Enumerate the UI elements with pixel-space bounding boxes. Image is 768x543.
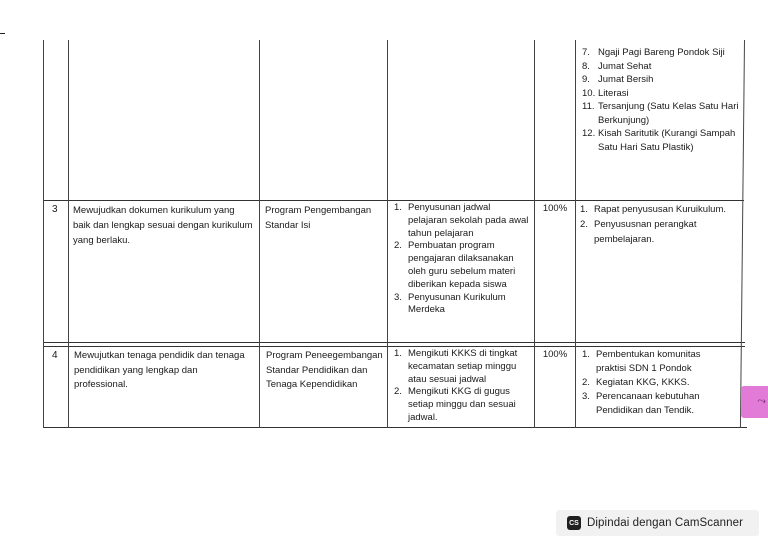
row4-indicator-list bbox=[394, 348, 529, 425]
camscanner-watermark bbox=[556, 510, 759, 536]
row4-number: 4 bbox=[52, 350, 58, 361]
list-item: 9. Jumat Bersih bbox=[582, 74, 654, 85]
tab-arrow-icon: ⤳ bbox=[757, 395, 766, 407]
row4-goal: Mewujutkan tenaga pendidik dan tenaga pendidikan yang lengkap dan professional. bbox=[74, 350, 245, 390]
table-line-table-bottom bbox=[43, 427, 747, 428]
row3-number: 3 bbox=[52, 204, 58, 215]
list-item: 12. Kisah Saritutik (Kurangi Sampah Satu Hari Satu Plastik) bbox=[582, 128, 736, 153]
row4-program: Program Peneegembangan Standar Pendidikan dan Tenaga Kependidikan bbox=[266, 350, 383, 390]
list-item: 1. Rapat penyususan Kuruikulum. bbox=[580, 204, 727, 215]
table-line-row4-top bbox=[43, 346, 745, 347]
list-item: 1. Pembentukan komunitas praktisi SDN 1 Pondok bbox=[582, 349, 701, 374]
table-col-line-3 bbox=[387, 40, 388, 428]
table-col-line-left bbox=[43, 40, 44, 428]
row3-percent: 100% bbox=[542, 203, 568, 214]
row3-indicators bbox=[394, 202, 529, 317]
list-item: 3. Perencanaan kebutuhan Pendidikan dan Tendik. bbox=[582, 391, 700, 416]
row3-program: Program Pengembangan Standar Isi bbox=[265, 205, 372, 231]
table-col-line-right bbox=[740, 40, 745, 428]
camscanner-logo-icon: CS bbox=[567, 516, 581, 530]
watermark-text: Dipindai dengan CamScanner bbox=[587, 517, 744, 529]
margin-mark bbox=[0, 33, 5, 34]
list-item: 8. Jumat Sehat bbox=[582, 60, 652, 72]
table-col-line-1 bbox=[68, 40, 69, 428]
list-item: 10. Literasi bbox=[582, 87, 629, 99]
list-item: 2. Kegiatan KKG, KKKS. bbox=[582, 377, 690, 388]
continued-activities-list bbox=[582, 46, 740, 154]
list-item: 7. Ngaji Pagi Bareng Pondok Siji bbox=[582, 47, 725, 58]
list-item: 1. Mengikuti KKKS di tingkat kecamatan setiap minggu atau sesuai jadwal bbox=[394, 348, 518, 385]
row3-activity-list bbox=[580, 202, 740, 247]
row3-activities bbox=[580, 202, 740, 247]
table-line-row3-top bbox=[43, 200, 744, 201]
pink-sticky-tab bbox=[741, 386, 768, 418]
list-item: 2. Mengikuti KKG di gugus setiap minggu dan sesuai jadwal. bbox=[394, 386, 516, 423]
table-line-row3-bottom bbox=[43, 342, 745, 343]
row4-percent: 100% bbox=[542, 349, 568, 360]
list-item: 3. Penyusunan Kurikulum Merdeka bbox=[394, 291, 506, 316]
table-col-line-5 bbox=[575, 40, 576, 428]
list-item: 11. Tersanjung (Satu Kelas Satu Hari Berkunjung) bbox=[582, 101, 739, 126]
table-col-line-4 bbox=[534, 40, 535, 428]
continued-activities-cell bbox=[582, 46, 740, 154]
row3-goal: Mewujudkan dokumen kurikulum yang baik dan lengkap sesuai dengan kurikulum yang berlaku. bbox=[73, 205, 253, 246]
row3-indicator-list bbox=[394, 202, 529, 317]
list-item: 1. Penyusunan jadwal pelajaran sekolah pada awal tahun pelajaran bbox=[394, 202, 529, 239]
row4-activities bbox=[582, 348, 732, 418]
row4-activity-list bbox=[582, 348, 732, 418]
list-item: 2. Pembuatan program pengajaran dilaksanakan oleh guru sebelum materi diberikan kepada siswa bbox=[394, 240, 516, 290]
list-item: 2. Penyususnan perangkat pembelajaran. bbox=[580, 219, 697, 245]
table-col-line-2 bbox=[259, 40, 260, 428]
row4-indicators bbox=[394, 348, 529, 425]
